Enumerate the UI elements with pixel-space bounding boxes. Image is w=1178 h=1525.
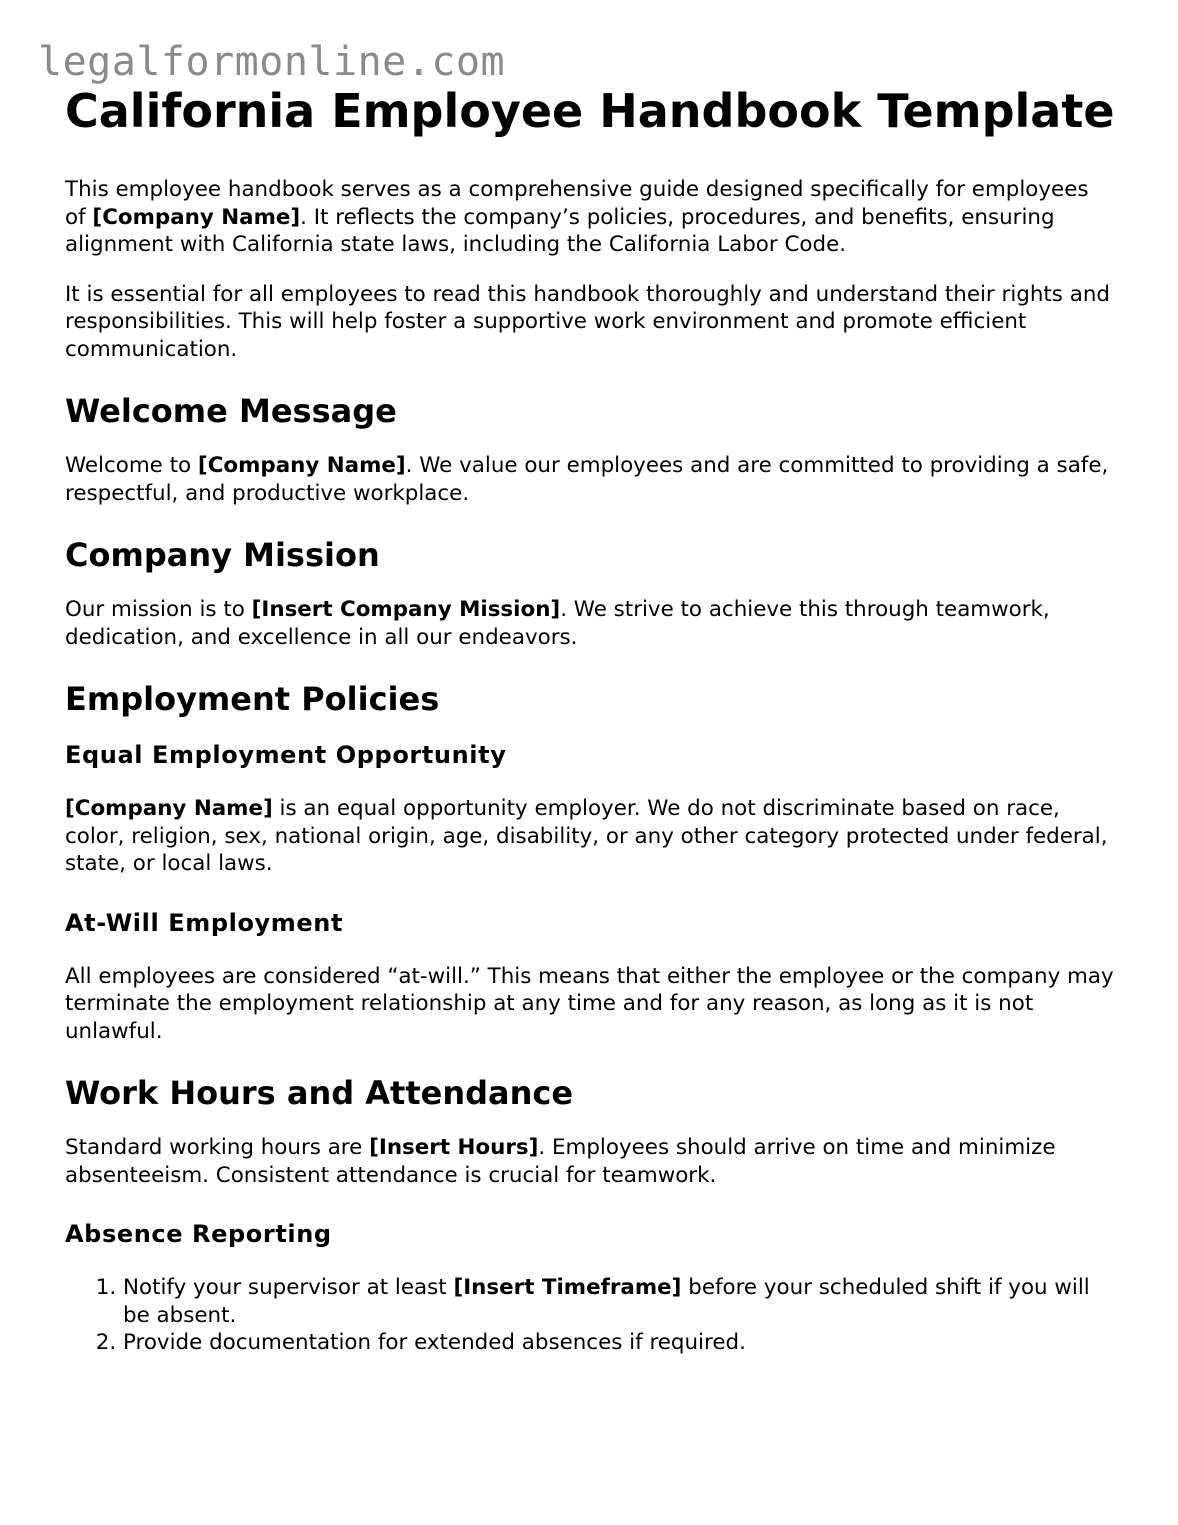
section-heading-employment-policies: Employment Policies bbox=[65, 680, 440, 718]
subsection-heading-at-will: At-Will Employment bbox=[65, 908, 344, 937]
document-page bbox=[65, 84, 1115, 1357]
document-title: California Employee Handbook Template bbox=[65, 84, 1115, 138]
intro-text: This employee handbook serves as a comprehensive guide designed specifically for employees of bbox=[65, 177, 1089, 230]
hours-text: Standard working hours are bbox=[65, 1135, 370, 1160]
eeo-text: is an equal opportunity employer. We do not discriminate based on race, color, religion, sex, national origin, age, disability, or any other category protected under federal, state, or local laws. bbox=[65, 796, 1108, 876]
mission-text: Our mission is to bbox=[65, 597, 252, 622]
mission-paragraph bbox=[65, 596, 1115, 651]
eeo-paragraph bbox=[65, 795, 1115, 878]
hours-placeholder: [Insert Hours] bbox=[369, 1135, 539, 1160]
mission-text: . We strive to achieve this through teamwork, dedication, and excellence in all our endeavors. bbox=[65, 597, 1050, 650]
section-heading-welcome: Welcome Message bbox=[65, 392, 397, 430]
mission-placeholder: [Insert Company Mission] bbox=[251, 597, 561, 622]
welcome-text: . We value our employees and are committed to providing a safe, respectful, and productive workplace. bbox=[65, 453, 1109, 506]
intro-text: . It reflects the company’s policies, procedures, and benefits, ensuring alignment with California state laws, including the California Labor Code. bbox=[65, 204, 1055, 257]
at-will-paragraph: All employees are considered “at-will.” This means that either the employee or the company may terminate the employment relationship at any time and for any reason, as long as it is not unlawful. bbox=[65, 963, 1114, 1044]
intro-paragraph-1 bbox=[65, 176, 1115, 259]
subsection-heading-eeo: Equal Employment Opportunity bbox=[65, 741, 507, 769]
timeframe-placeholder: [Insert Timeframe] bbox=[453, 1275, 682, 1300]
company-name-placeholder: [Company Name] bbox=[65, 796, 273, 821]
welcome-text: Welcome to bbox=[65, 453, 198, 478]
hours-text: . Employees should arrive on time and minimize absenteeism. Consistent attendance is crucial for teamwork. bbox=[65, 1135, 1056, 1188]
list-item bbox=[123, 1274, 1115, 1329]
list-item-text: before your scheduled shift if you will be absent. bbox=[123, 1275, 1090, 1328]
welcome-paragraph bbox=[65, 452, 1115, 507]
list-item-text: Notify your supervisor at least bbox=[123, 1275, 454, 1300]
watermark: legalformonline.com bbox=[38, 39, 506, 85]
section-heading-mission: Company Mission bbox=[65, 536, 380, 574]
work-hours-paragraph bbox=[65, 1134, 1115, 1189]
intro-paragraph-2: It is essential for all employees to read this handbook thoroughly and understand their rights and responsibilities. This will help foster a supportive work environment and promote efficient communication. bbox=[65, 281, 1110, 362]
subsection-heading-absence-reporting: Absence Reporting bbox=[65, 1220, 332, 1248]
company-name-placeholder: [Company Name] bbox=[197, 453, 406, 478]
absence-reporting-list bbox=[65, 1274, 1115, 1357]
company-name-placeholder: [Company Name] bbox=[92, 204, 301, 230]
section-heading-work-hours: Work Hours and Attendance bbox=[65, 1074, 574, 1112]
list-item: 2. Provide documentation for extended absences if required. bbox=[123, 1329, 1115, 1357]
